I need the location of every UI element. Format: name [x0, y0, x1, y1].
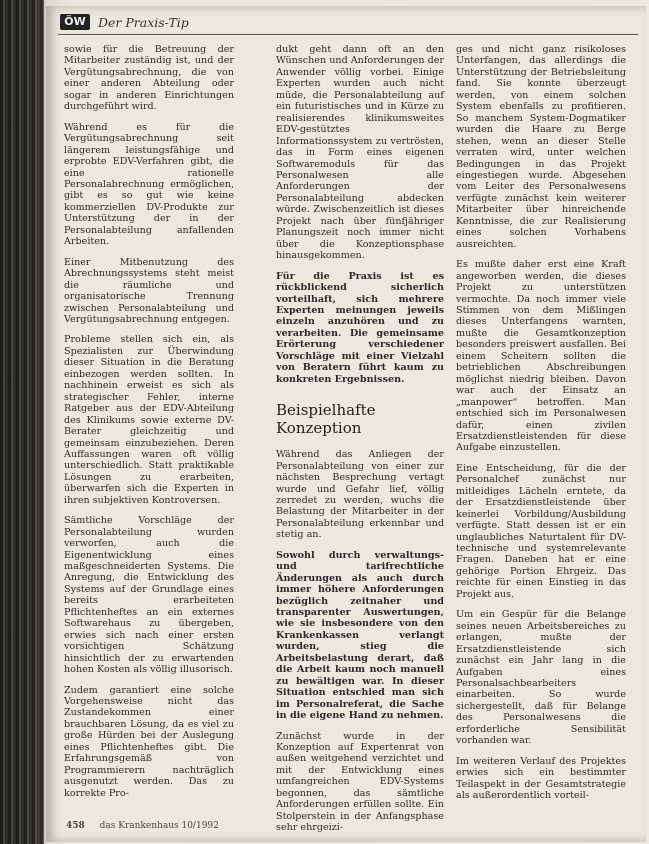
page-footer: [66, 821, 219, 831]
paragraph: Es mußte daher erst eine Kraft angeworben werden, die dieses Projekt zu unterstützen vermochte. Da noch immer viele Stimmen von dem Mißlingen dieses Unterfangens warnten, mußte die Gesamtkonzeption besonders preiswert ausfallen. Bei einem Scheitern sollten die betrieblichen Abschreibungen möglichst niedrig bleiben. Davon war auch der Einsatz an „manpower“ betroffen. Man entschied sich im Personalwesen dafür, einen zivilen Ersatzdienstleistenden für diese Aufgabe einzustellen.: [456, 259, 626, 454]
paragraph: Zudem garantiert eine solche Vorgehensweise nicht das Zustandekommen einer brauchbaren Lösung, da es viel zu große Hürden bei der Auslegung eines Pflichtenheftes gibt. Die Erfahrungsgemäß von Programmierern nachträglich ausgenutzt werden. Das zu korrekte Pro-: [64, 684, 234, 799]
page-header: [58, 12, 638, 35]
paragraph: Probleme stellen sich ein, als Spezialisten zur Überwindung dieser Situation in die Beratung einbezogen werden sollten. In nachhinein erweist es sich als strategischer Fehler, interne Ratgeber aus der EDV-Abteilung des Klinikums sowie externe DV-Berater gleichzeitig und gemeinsam einzubeziehen. Deren Auffassungen waren oft völlig unterschiedlich. Statt praktikable Lösungen zu erarbeiten, überwarfen sich die Experten in ihren subjektiven Kontroversen.: [64, 334, 234, 506]
paragraph: Während das Anliegen der Personalabteilung von einer zur nächsten Besprechung vertagt wurde und Gefahr lief, völlig zerredet zu werden, wuchs die Belastung der Mitarbeiter in der Personalabteilung erkennbar und stetig an.: [276, 449, 444, 541]
text-column-2: [276, 44, 444, 834]
page-number: 458: [66, 821, 85, 831]
paragraph: Zunächst wurde in der Konzeption auf Expertenrat von außen weitgehend verzichtet und mit der Entwicklung eines umfangreichen EDV-Systems begonnen, das sämtliche Anforderungen erfüllen sollte. Ein Stolperstein in der Anfangsphase sehr ehrgeizi-: [276, 730, 444, 834]
paragraph: Sämtliche Vorschläge der Personalabteilung wurden verworfen, auch die Eigenentwicklung eines maßgeschneiderten Systems. Die Anregung, die Entwicklung des Systems auf der Grundlage eines bereits erarbeiteten Pflichtenheftes an ein externes Softwarehaus zu übergeben, erwies sich nach einer ersten vorsichtigen Schätzung hinsichtlich der zu erwartenden hohen Kosten als völlig illusorisch.: [64, 515, 234, 676]
bold-paragraph: Für die Praxis ist es rückblickend sicherlich vorteilhaft, sich mehrere Experten meinungen jeweils einzeln anzuhören und zu verarbeiten. Die gemeinsame Erörterung verschiedener Vorschläge mit einer Vielzahl von Beratern führt kaum zu konkreten Ergebnissen.: [276, 270, 444, 385]
magazine-logo: ÖW: [60, 14, 90, 30]
paragraph: Während es für die Vergütungsabrechnung seit längerem leistungsfähige und erprobte EDV-Verfahren gibt, die eine rationelle Personalabrechnung ermöglichen, gibt es so gut wie keine kommerziellen DV-Produkte zur Unterstützung der in der Personalabteilung anfallenden Arbeiten.: [64, 121, 234, 248]
section-title: Der Praxis-Tip: [98, 15, 189, 30]
journal-name: das Krankenhaus 10/1992: [99, 821, 219, 831]
text-column-1: [64, 44, 234, 814]
section-heading: Beispielhafte Konzeption: [276, 401, 376, 438]
bold-paragraph: Sowohl durch verwaltungs- und tarifrechtliche Änderungen als auch durch immer höhere Anforderungen bezüglich zeitnaher und transparenter Auswertungen, wie sie insbesondere von den Krankenkassen verlangt wurden, stieg die Arbeitsbelastung derart, daß die Arbeit kaum noch manuell zu bewältigen war. In dieser Situation entschied man sich im Personalreferat, die Sache in die eigene Hand zu nehmen.: [276, 549, 444, 722]
paragraph: Um ein Gespür für die Belange seines neuen Arbeitsbereiches zu erlangen, mußte der Ersatzdienstleistende sich zunächst ein Jahr lang in die Aufgaben eines Personalsachbearbeiters einarbeiten. So wurde sichergestellt, daß für Belange des Personalwesens die erforderliche Sensibilität vorhanden war.: [456, 609, 626, 747]
paragraph: Im weiteren Verlauf des Projektes erwies sich ein bestimmter Teilaspekt in der Gesamtstrategie als außerordentlich vorteil-: [456, 755, 626, 802]
paragraph: Einer Mitbenutzung des Abrechnungssystems steht meist die räumliche und organisatorische Trennung zwischen Personalabteilung und Vergütungsabrechnung entgegen.: [64, 256, 234, 325]
paragraph: sowie für die Betreuung der Mitarbeiter zuständig ist, und der Vergütungsabrechnung, die von einer anderen Abteilung oder sogar in anderen Einrichtungen durchgeführt wird.: [64, 44, 234, 113]
text-column-3: [456, 44, 626, 814]
paragraph: dukt geht dann oft an den Wünschen und Anforderungen der Anwender völlig vorbei. Einige Experten wurden auch nicht müde, die Personalabteilung auf ein futuristisches und in Kürze zu realisierendes klinikumsweites EDV-gestütztes Informationssystem zu vertrösten, das in Form eines eigenen Softwaremoduls für das Personalwesen alle Anforderungen der Personalabteilung abdecken würde. Zwischenzeitlich ist dieses Projekt nach über fünfjähriger Planungszeit noch immer nicht über die Konzeptionsphase hinausgekommen.: [276, 44, 444, 262]
paragraph: Eine Entscheidung, für die der Personalchef zunächst nur mitleidiges Lächeln erntete, da der Ersatzdienstleistende über keinerlei Vorbildung/Ausbildung verfügte. Statt dessen ist er ein unglaubliches Naturtalent für DV-technische und systemrelevante Fragen. Daneben hat er eine gehörige Portion Ehrgeiz. Das reichte für einen Einstieg in das Projekt aus.: [456, 462, 626, 600]
book-spine: [0, 0, 44, 844]
paragraph: ges und nicht ganz risikoloses Unterfangen, das allerdings die Unterstützung der Betriebsleitung fand. Sie konnte überzeugt werden, von einem solchen System ebenfalls zu profitieren. So manchem System-Dogmatiker wurden die Haare zu Berge stehen, wenn an dieser Stelle verraten wird, unter welchen Bedingungen in das Projekt eingestiegen wurde. Abgesehen vom Leiter des Personalwesens verfügte zunächst kein weiterer Mitarbeiter über hinreichende Kenntnisse, die zur Realisierung eines solchen Vorhabens ausreichten.: [456, 44, 626, 250]
